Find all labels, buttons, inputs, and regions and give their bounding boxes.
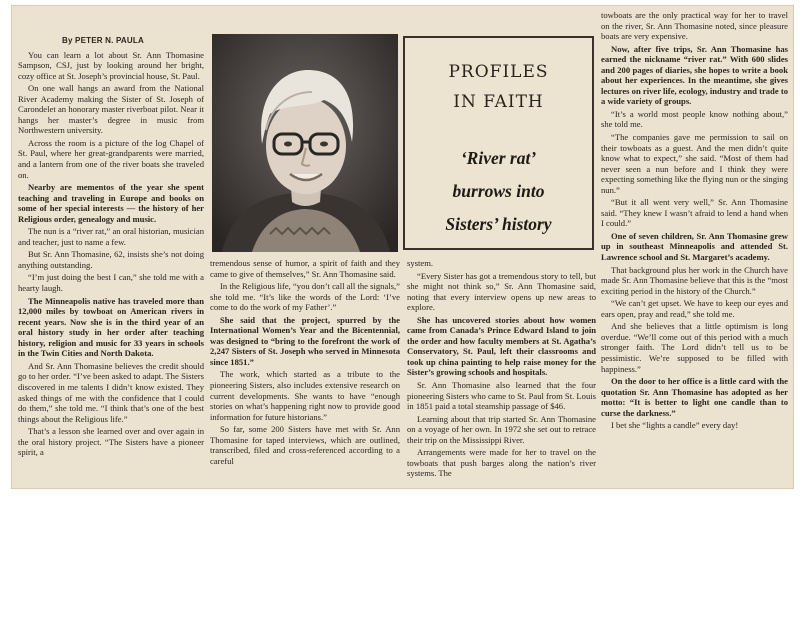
paragraph: “But it all went very well,” Sr. Ann Thomasine said. “They knew I wasn’t afraid to lend a hand when I could.” [601,197,788,229]
headline-line3: Sisters’ history [445,214,552,234]
paragraph: The work, which started as a tribute to the pioneering Sisters, also includes extensive research on current developments. She wants to have “enough stories on what’s happening right now to provide good information for future historians.” [210,369,400,422]
portrait-illustration [212,34,398,252]
paragraph: “I’m just doing the best I can,” she told me with a hearty laugh. [18,272,204,294]
paragraph: Across the room is a picture of the log Chapel of St. Paul, where her great-grandparents were married, and a lantern from one of the river boats she traveled on. [18,137,204,180]
section-label-line2: IN FAITH [453,92,544,112]
paragraph: In the Religious life, “you don’t call all the signals,” she told me. “It’s like the words of the Lord: ‘I’ve come to do the work of my Father’.” [210,281,400,313]
article-column-3 [407,258,596,481]
paragraph: I bet she “lights a candle” every day! [611,420,739,431]
paragraph: Arrangements were made for her to travel on the towboats that push barges along the nation’s river systems. The [407,447,596,479]
paragraph: And she believes that a little optimism is long overdue. “We’ll come out of this period with a much stronger faith. The Lord didn’t tell us to be pessimistic. We’re supposed to be filled with happiness.” [601,321,788,374]
paragraph: That’s a lesson she learned over and over again in the oral history project. “The Sisters have a pioneer spirit, a [18,426,204,458]
paragraph: “We can’t get upset. We have to keep our eyes and ears open, pray and read,” she told me. [601,298,788,319]
headline-line2: burrows into [452,181,545,201]
paragraph: tremendous sense of humor, a spirit of faith and they came to give of themselves,” Sr. Ann Thomasine said. [210,258,400,279]
paragraph: And Sr. Ann Thomasine believes the credit should go to her order. “I’ve been asked to adapt. The Sisters discovered in me talents I didn’t know existed. They asked things of me with the confidence that I could do them,” she told me. “I think that’s one of the best things about the Religious life.” [18,360,204,424]
paragraph-bold: On the door to her office is a little card with the quotation Sr. Ann Thomasine has adopted as her motto: “It is better to light one candle than to curse the darkness.” [601,376,788,418]
paragraph-bold: Nearby are mementos of the year she spent teaching and traveling in Europe and books on some of her special interests — the history of her Religious order, genealogy and music. [18,182,204,224]
section-label-line1: PROFILES [448,62,549,82]
paragraph: system. [407,258,434,268]
paragraph-bold: One of seven children, Sr. Ann Thomasine grew up in southeast Minneapolis and attended St. Lawrence school and St. Margaret’s academy. [601,230,788,263]
paragraph: “The companies gave me permission to sail on their towboats as a guest. And the men didn’t quite know what to expect,” she said. “Most of them had never seen a nun before and I think they were expecting something like the flying nun or the singing nun.” [601,132,788,195]
byline: By PETER N. PAULA [62,36,144,45]
paragraph: So far, some 200 Sisters have met with Sr. Ann Thomasine for taped interviews, which are outlined, transcribed, filed and cross-referenced according to a careful [210,424,400,466]
newspaper-clipping [11,5,794,489]
paragraph-bold: She said that the project, spurred by the International Women’s Year and the Bicentennial, was designed to “bring to the forefront the work of 2,247 Sisters of St. Joseph who served in Minnesota since 1851.” [210,314,400,367]
headline-box [403,36,594,250]
paragraph: That background plus her work in the Church have made Sr. Ann Thomasine believe that this is the “most exciting period in the history of the Church.” [601,264,788,296]
portrait-photo [212,34,398,252]
article-column-1 [18,36,204,460]
article-column-4 [601,10,788,433]
paragraph: Sr. Ann Thomasine also learned that the four pioneering Sisters who came to St. Paul from St. Louis in 1851 paid a total steamship passage of $46. [407,380,596,412]
article-column-2 [210,258,400,468]
paragraph: “It’s a world most people know nothing about,” she told me. [601,108,788,130]
paragraph: You can learn a lot about Sr. Ann Thomasine Sampson, CSJ, just by looking around her bright, cozy office at St. Joseph’s provincial house, St. Paul. [18,49,204,81]
paragraph: towboats are the only practical way for her to travel on the river, Sr. Ann Thomasine noted, since pleasure boats are very expensive. [601,10,788,42]
paragraph: On one wall hangs an award from the National River Academy making the Sister of St. Joseph of Carondelet an honorary master riverboat pilot. Near it hangs her master’s degree in music from Northwestern university. [18,83,204,136]
headline-line1: ‘River rat’ [460,148,537,168]
paragraph: But Sr. Ann Thomasine, 62, insists she’s not doing anything outstanding. [18,249,204,270]
paragraph-bold: She has uncovered stories about how women came from Canada’s Prince Edward Island to join the order and how faculty members at St. Agatha’s Conservatory, St. Paul, left their classrooms and took up china painting to help raise money for the Sister’s growing schools and hospitals. [407,314,596,378]
paragraph-bold: The Minneapolis native has traveled more than 12,000 miles by towboat on American rivers in recent years. Now she is in the third year of an oral history study in her order after teaching history, religion and music for 33 years in schools in the Twin Cities and North Dakota. [18,295,204,359]
paragraph: Learning about that trip started Sr. Ann Thomasine on a voyage of her own. In 1972 she set out to retrace their trip on the Mississippi River. [407,413,596,445]
paragraph: “Every Sister has got a tremendous story to tell, but she might not think so,” Sr. Ann Thomasine said, noting that every interview opens up new areas to explore. [407,270,596,313]
paragraph: The nun is a “river rat,” an oral historian, musician and teacher, just to name a few. [18,226,204,247]
paragraph-bold: Now, after five trips, Sr. Ann Thomasine has earned the nickname “river rat.” With 600 slides and 200 pages of diaries, she hopes to write a book about her experiences. In the meantime, she gives lectures on river life, ecology, industry and trade to a wide variety of groups. [601,43,788,107]
